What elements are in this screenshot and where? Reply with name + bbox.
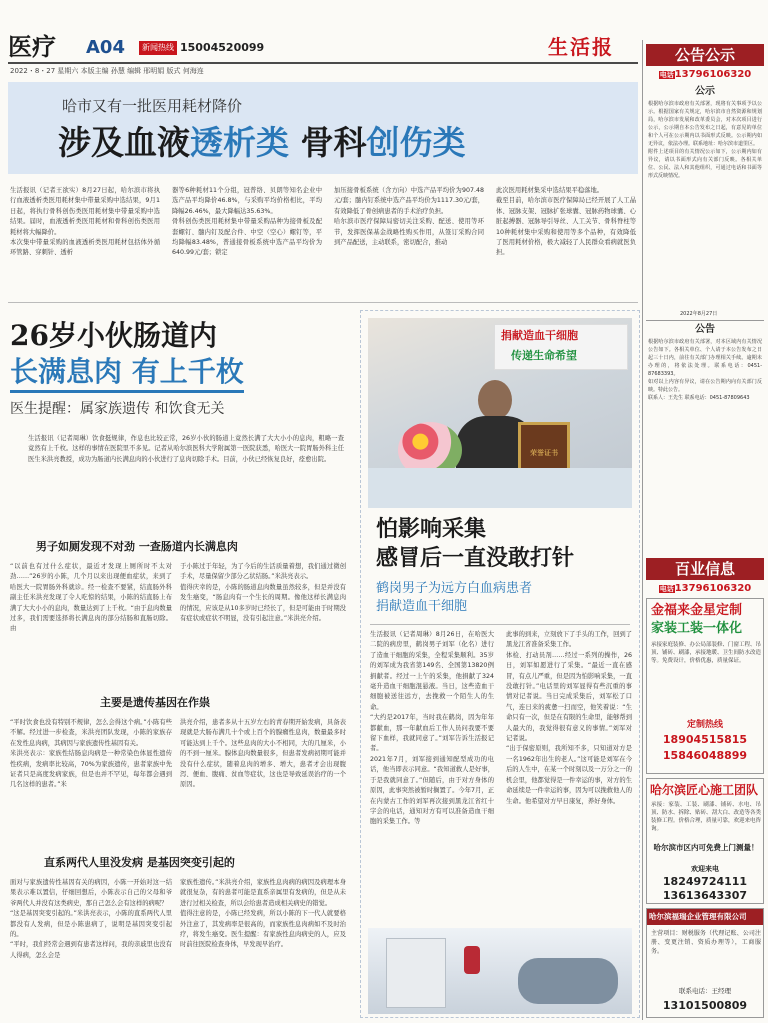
certificate-label: 荣誉证书 — [530, 449, 558, 457]
article2-sub3-col1: 面对与家族遗传性基因有关的病因，小陈一开始对这一结果表示难以置信，仔细回想后，小陈表示自己的父母和爷爷两代人并没有这类病史，那自己怎么会有这样的病呢？ “这是基因突变引起的。”米洪亮表示，小陈的直系两代人里都没有人发病，但是小陈患病了，说明是基因突变引起的。 “平时，我们经常会遇到有患者这样问，我的亲戚里也没有人得病，怎么会是 — [10, 879, 172, 959]
ad1-hotline-label: 定制热线 — [686, 720, 723, 730]
page-number: A04 — [86, 37, 125, 58]
article2-subheading-3: 直系两代人里没发病 是基因突变引起的 — [44, 856, 235, 869]
article2-subheading-2: 主要是遗传基因在作祟 — [100, 696, 210, 709]
ad2-phone-2: 13613643307 — [662, 889, 748, 902]
ad2-box — [646, 778, 764, 904]
article2-headline-2: 长满息肉 有上千枚 — [10, 356, 244, 393]
article2-sub1-col1: “以前也有过什么症状，最近才发现上厕所时不太对劲……”26岁的小陈，几个月以来出现便血症状，来到了哈医大一院胃肠外科就诊。经一检查不要紧，结直肠外科副主任米洪亮发现了令人吃惊的结果，小陈的结直肠上布满了大大小小的息肉，数量达到了上千枚。“由于息肉数量过多，我们需要选择将长满息肉的部分结肠和直肠切除。由 — [10, 563, 172, 633]
ad2-tagline: 哈尔滨市区内可免费上门测量！ — [653, 843, 759, 852]
article3-deck-1: 鹤岗男子为远方白血病患者 — [376, 581, 533, 596]
blood-bag — [464, 946, 480, 974]
article1-col2: 器等6种耗材11个分组，冠普络、贝朗等知名企业中选产品平均降价46.8%，与采购平均价格相比，平均降幅26.46%，最大降幅达35.63%。 骨科创伤类医用耗材集中带量采购品种为接骨板及配套螺钉、髓内钉及配合件、中空（空心）螺钉等，平均降幅83.48%，普通接骨板系统中选产品平均价为640.99元/套；锁定 — [172, 187, 322, 257]
article2-subhead: 医生提醒：属家族遗传 和饮食无关 — [10, 401, 225, 417]
hospital-bed — [368, 468, 632, 508]
notice-phone: 13796106320 — [674, 69, 752, 80]
notice2-heading: 公告 — [695, 324, 715, 335]
notice-title: 公告公示 — [674, 46, 735, 64]
article1-headline — [58, 124, 466, 162]
ad3-phone: 13101500809 — [662, 999, 748, 1012]
article3-col2: 此事的到来，立刻放下了手头的工作，回到了黑龙江省准备采集工作。 体检、打动员剂……经过一系列的操作，26日，刘军如愿进行了采集。“最近一直在感冒，有点儿严重，但是因为怕影响采集，一直没敢打针。”电话里的刘军显得有些沉重的事情对记者说。当日完成采集后，刘军松了口气，连日来的疲惫一扫而空，他笑着说：“生命只有一次，但是在有限的生命里，能够帮到人最大的，我觉得很有意义的事情。”刘军对记者说。 “出于保密原则，我所知不多，只知道对方是一名1962年出生的老人。”这可能是刘军在今后的人生中，在某一个时刻以及一万分之一的机会里，他都觉得是一件幸运的事，对方的生命延续是一件幸运的事，因为可以挽救他人的生命。他希望对方早日康复，养好身体。 — [506, 631, 632, 805]
notice1-date: 2022年8月27日 — [680, 311, 718, 317]
ad2-body: 承接：家装、工装、刷漆、铺砖、水电、吊顶、防水、拆除、贴砖、刮大白、改造等各类装修工程。价格合理，质量可靠，欢迎来电咨询。 — [651, 802, 761, 832]
ad1-body: 承接家庭装修、办公局部装修、门窗工程、吊顶、铺砖、刷漆，承接地暖、卫生间防水改造等。免费设计，价格优惠，质量保证。 — [651, 642, 761, 664]
ads-title: 百业信息 — [674, 560, 735, 578]
ad2-title: 哈尔滨匠心施工团队 — [650, 783, 759, 797]
ad1-phone-1: 18904515815 — [662, 733, 748, 746]
divider — [8, 302, 638, 303]
donor-photo — [368, 318, 632, 508]
article2-sub1-col2: 于小陈过于年轻，为了今后的生活质量着想，我们通过微创手术，尽量保留少部分乙状结肠。”米洪亮表示。 值得庆幸的是，小陈的肠道息肉数量虽然较多，但是并没有发生癌变，“肠息肉有一个生长的周期。像他这样长满息肉的情况，应该是从10多岁时已经长了，但是可能由于时期没有症状或症状不明显，没有引起注意。”米洪亮介绍。 — [180, 563, 346, 623]
article3-deck-2: 捐献造血干细胞 — [376, 599, 468, 614]
notice1-heading: 公示 — [695, 86, 715, 97]
ad1-title-a: 金福来金星定制 — [651, 603, 743, 618]
hotline-number: 15004520099 — [180, 41, 265, 54]
headline-part-blue: 透析类 — [190, 123, 289, 162]
headline-part: 涉及血液 — [58, 123, 190, 162]
article3-headline-2: 感冒后一直没敢打针 — [376, 545, 575, 571]
ad3-title-bar — [647, 909, 763, 925]
article2-sub3-col2: 家族性遗传。”米洪亮介绍，家族性息肉病的病因及病理本身就很复杂，有的患者可能是直系亲属里有发病的，但是从未进行过相关检查，所以会给患者造成相关病史的错觉。 值得注意的是，小陈已经发病，所以小陈的下一代人就要格外注意了，其发病率是很高的，而家族性息肉病如不及时治疗，将发生癌变。医生提醒：有家族性息肉病史的人，应及时前往医院检查身体，早发现早治疗。 — [180, 879, 346, 949]
phone-label: 电话 — [659, 585, 674, 593]
article2-headline-1: 26岁小伙肠道内 — [10, 319, 217, 352]
article1-kicker: 哈市又有一批医用耗材降价 — [62, 97, 243, 115]
ad1-title-b: 家装工装一体化 — [651, 621, 743, 636]
phone-label: 电话 — [659, 71, 674, 79]
ads-title-bar — [646, 558, 764, 580]
headline-part: 骨科 — [289, 123, 367, 162]
ads-phone: 13796106320 — [674, 583, 752, 594]
divider — [370, 624, 630, 625]
ads-phone-row — [646, 582, 764, 596]
ad1-phone-2: 15846048899 — [662, 749, 748, 762]
ad2-phone-1: 18249724111 — [662, 875, 748, 888]
sidebar-rule — [642, 40, 643, 1020]
article2-sub2-col2: 洪亮介绍，患者多从十五岁左右的青春期开始发病，具备表现就是大肠布满几十个或上百个的腺瘤性息肉，数量最多时可能达到上千个。这些息肉的大小不相同，大的几厘米，小的不到一厘米。腺体息肉数量很多，但患者发病初期可能并没有什么症状，随着息肉的增多、增大，患者才会出现腹泻、便血、腹痛、贫血等症状，这也是导致延误治疗的一个原因。 — [180, 719, 346, 789]
article2-subheading-1: 男子如厕发现不对劲 一查肠道内长满息肉 — [36, 540, 238, 553]
article2-sub2-col1: “平时饮食也没有特别不规律，怎么会得这个病。”小陈有些不解。经过进一步检查，米洪亮团队发现，小陈的家族存在发性息肉病，其病因与家族遗传性基因有关。 米洪亮表示：家族性结肠息肉病是一种常染色体显性遗传性疾病，发病率比较高，70%为家族遗传，患者家族中先证者只是高度发病家族，但是也并不罕见，每年都会遇到几名这样的患者。”米 — [10, 719, 172, 789]
ad1-box — [646, 598, 764, 774]
hospital-banner — [494, 324, 628, 370]
patient-figure — [518, 958, 618, 1004]
headline-part-blue: 创伤类 — [366, 123, 466, 162]
dateline: 2022・8・27 星期六 本版主编 孙慧 编辑 邢明娟 版式 何海连 — [10, 67, 204, 75]
article1-col3: 加压接骨板系统（含方向）中选产品平均价为907.48元/套；髓内钉系统中选产品平均价为1117.30元/套，有效降低了骨创病患者的手术治疗负担。 哈尔滨市医疗保障局密切关注采购、配送、使用等环节，发挥医保基金战略性购买作用，从签订采购合同到产品配送，主动联系，密切配合，推动 — [334, 187, 484, 247]
masthead-rule — [8, 62, 638, 64]
notice1-body: 根据哈尔滨市政府有关部署，现将有关事项予以公示。根据国家有关规定，哈尔滨市自然资源和规划局，哈尔滨市发展和改革委员会，对本次项目进行公示，公示期自本公告发布之日起，有意见的单位和个人可在公示期内以书面形式反映。公示期内如无异议，依法办理。联系地址：哈尔滨市道里区。 附件上述项目的有关情况公示如下，公示期内如有异议，请以书面形式向有关部门反映。各相关单位、公民、法人和其他组织，可通过电话和书面等形式反映情况。 — [648, 101, 762, 179]
notice-phone-row — [646, 68, 764, 82]
donor-head — [478, 380, 512, 420]
divider — [646, 320, 764, 321]
paper-logo: 生活报 — [548, 35, 614, 59]
banner-line-1: 捐献造血干细胞 — [501, 329, 578, 342]
notice2-body: 根据哈尔滨市政府有关部署，对本区域内有关情况公告如下。各相关单位、个人请于本公告发布之日起三十日内，前往有关部门办理相关手续。逾期未办理的，将依法处理。联系电话：0451-87683393。 如对以上内容有异议，请在公告期内向有关部门反映。特此公告。 联系人：王先生 联系电话：0451-87809643 — [648, 339, 762, 401]
ad2-contact-label: 欢迎来电 — [691, 865, 719, 873]
section-title: 医疗 — [8, 32, 56, 61]
article2-lead: 生活报讯（记者周琳）饮食挺规律，作息也比较正常，26岁小伙的肠道上竟然长满了大大小小的息肉，粗略一查竟然有上千枚。这样的事情在医院里不多见。记者从哈尔滨医科大学附属第一医院获悉，哈医大一院胃肠外科主任医生米洪亮教授，成功为肠道内长满息肉的小伙进行了息肉切除手术。目前，小伙已经恢复良好，痊愈出院。 — [28, 435, 344, 463]
banner-line-2: 传递生命希望 — [511, 349, 577, 362]
ad3-body: 主营项目：财税服务（代理记账、公司注册、变更注销、资质办理等），工商服务。 — [651, 930, 761, 955]
ad3-title: 哈尔滨福瑞企业管理有限公司 — [649, 912, 747, 921]
article1-col4: 此次医用耗材集采中选结果平稳落地。 截至目前，哈尔滨市医疗保障局已经开展了人工晶体、冠脉支架、冠脉扩张球囊、冠脉药物球囊、心脏起搏器、冠脉导引导丝、人工关节、骨科脊柱等10种耗材集中采购和使用等多个品种，有效降低了医用耗材价格，极大减轻了人民群众看病就医负担。 — [496, 187, 636, 257]
article3-col1: 生活报讯（记者周琳）8月26日，在哈医大二院的病房里，鹤岗男子刘军（化名）进行了造血干细胞的采集，全程采集顺利。35岁的刘军成为我省第149名、全国第13820例捐献者。经过一上午的采集，他捐献了324毫升造血干细胞混悬液。当日，这些造血干细胞被送往远方，去挽救一个陌生人的生命。 “大约是2017年，当时我在鹤岗，因为年年都献血，那一年献血后工作人员问我要不要留下血样，我就同意了。”刘军告诉生活报记者。 2021年7月，刘军接到通知配型成功的电话，他当即表示同意。“我知道救人是好事，于是我就同意了。”但随后，由于对方身体的原因，此事突然被暂时搁置了。今年7月，正在内蒙古工作的刘军再次接到黑龙江省红十字会的电话，通知对方有可以准备造血干细胞的采集工作。等 — [370, 631, 494, 826]
apheresis-machine — [386, 938, 446, 1008]
collection-photo — [368, 928, 632, 1014]
article1-col1: 生活报讯（记者王欲实）8月27日起，哈尔滨市将执行血液透析类医用耗材集中带量采购中选结果，9月1日起，将执行骨科创伤类医用耗材集中带量采购中选结果。届时，血液透析类医用耗材和骨科创伤类医用耗材将大幅降价。 本次集中带量采购的血液透析类医用耗材包括体外循环管路、穿刺针、透析 — [10, 187, 160, 257]
ad3-box — [646, 908, 764, 1018]
article3-headline-1: 怕影响采集 — [376, 516, 487, 542]
ad3-contact: 联系电话：王经理 — [679, 987, 731, 995]
hotline-badge: 新闻热线 — [139, 41, 177, 55]
notice-title-bar — [646, 44, 764, 66]
